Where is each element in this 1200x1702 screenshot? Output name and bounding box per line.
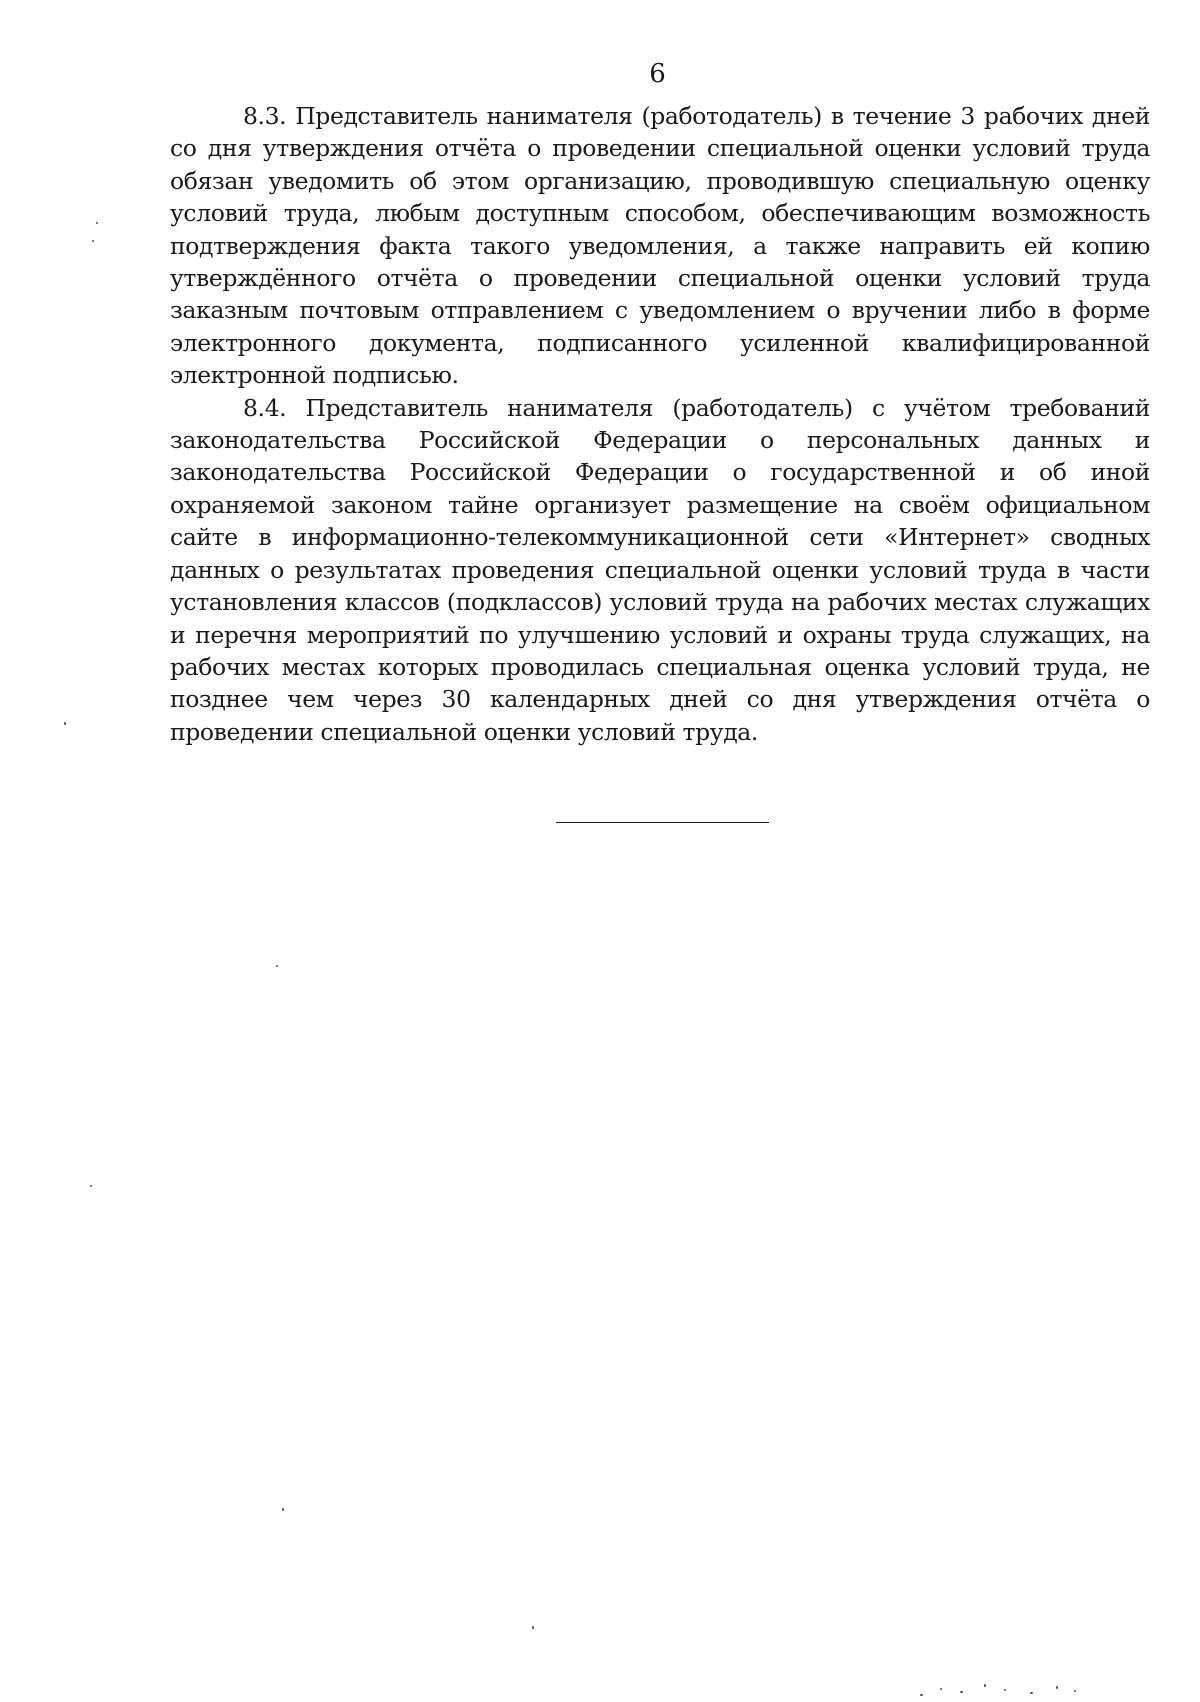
- scan-speck: [920, 1694, 923, 1696]
- scan-speck: [984, 1684, 986, 1687]
- scan-speck: [276, 965, 278, 967]
- scan-speck: [96, 222, 98, 224]
- scan-speck: [532, 1626, 534, 1629]
- scan-speck: [960, 1691, 963, 1693]
- scan-speck: [92, 240, 94, 242]
- paragraph-8-4: 8.4. Представитель нанимателя (работодатель) с учётом требований законодательства Российской Федерации о персональных данных и законодательства Российской Федерации о государственной и об иной охраняемой законом тайне организует размещение на своём официальном сайте в информационно-телекоммуникационной сети «Интернет» сводных данных о результатах проведения специальной оценки условий труда в части установления классов (подклассов) условий труда на рабочих местах служащих и перечня мероприятий по улучшению условий и охраны труда служащих, на рабочих местах которых проводилась специальная оценка условий труда, не позднее чем через 30 календарных дней со дня утверждения отчёта о проведении специальной оценки условий труда.: [170, 393, 1150, 746]
- scan-speck: [1004, 1689, 1006, 1691]
- document-body: [170, 100, 1150, 748]
- scan-speck: [1030, 1692, 1033, 1694]
- paragraph-8-3: 8.3. Представитель нанимателя (работодатель) в течение 3 рабочих дней со дня утверждения отчёта о проведении специальной оценки условий труда обязан уведомить об этом организацию, проводившую специальную оценку условий труда, любым доступным способом, обеспечивающим возможность подтверждения факта такого уведомления, а также направить ей копию утверждённого отчёта о проведении специальной оценки условий труда заказным почтовым отправлением с уведомлением о вручении либо в форме электронного документа, подписанного усиленной квалифицированной электронной подписью.: [170, 102, 1150, 390]
- end-of-text-rule: [556, 822, 769, 823]
- page-number: 6: [649, 59, 666, 89]
- scan-speck: [64, 722, 66, 725]
- scan-speck: [940, 1688, 942, 1690]
- scan-speck: [1056, 1686, 1058, 1689]
- scan-speck: [90, 1185, 92, 1187]
- scan-speck: [1074, 1690, 1076, 1692]
- scan-speck: [282, 1508, 284, 1511]
